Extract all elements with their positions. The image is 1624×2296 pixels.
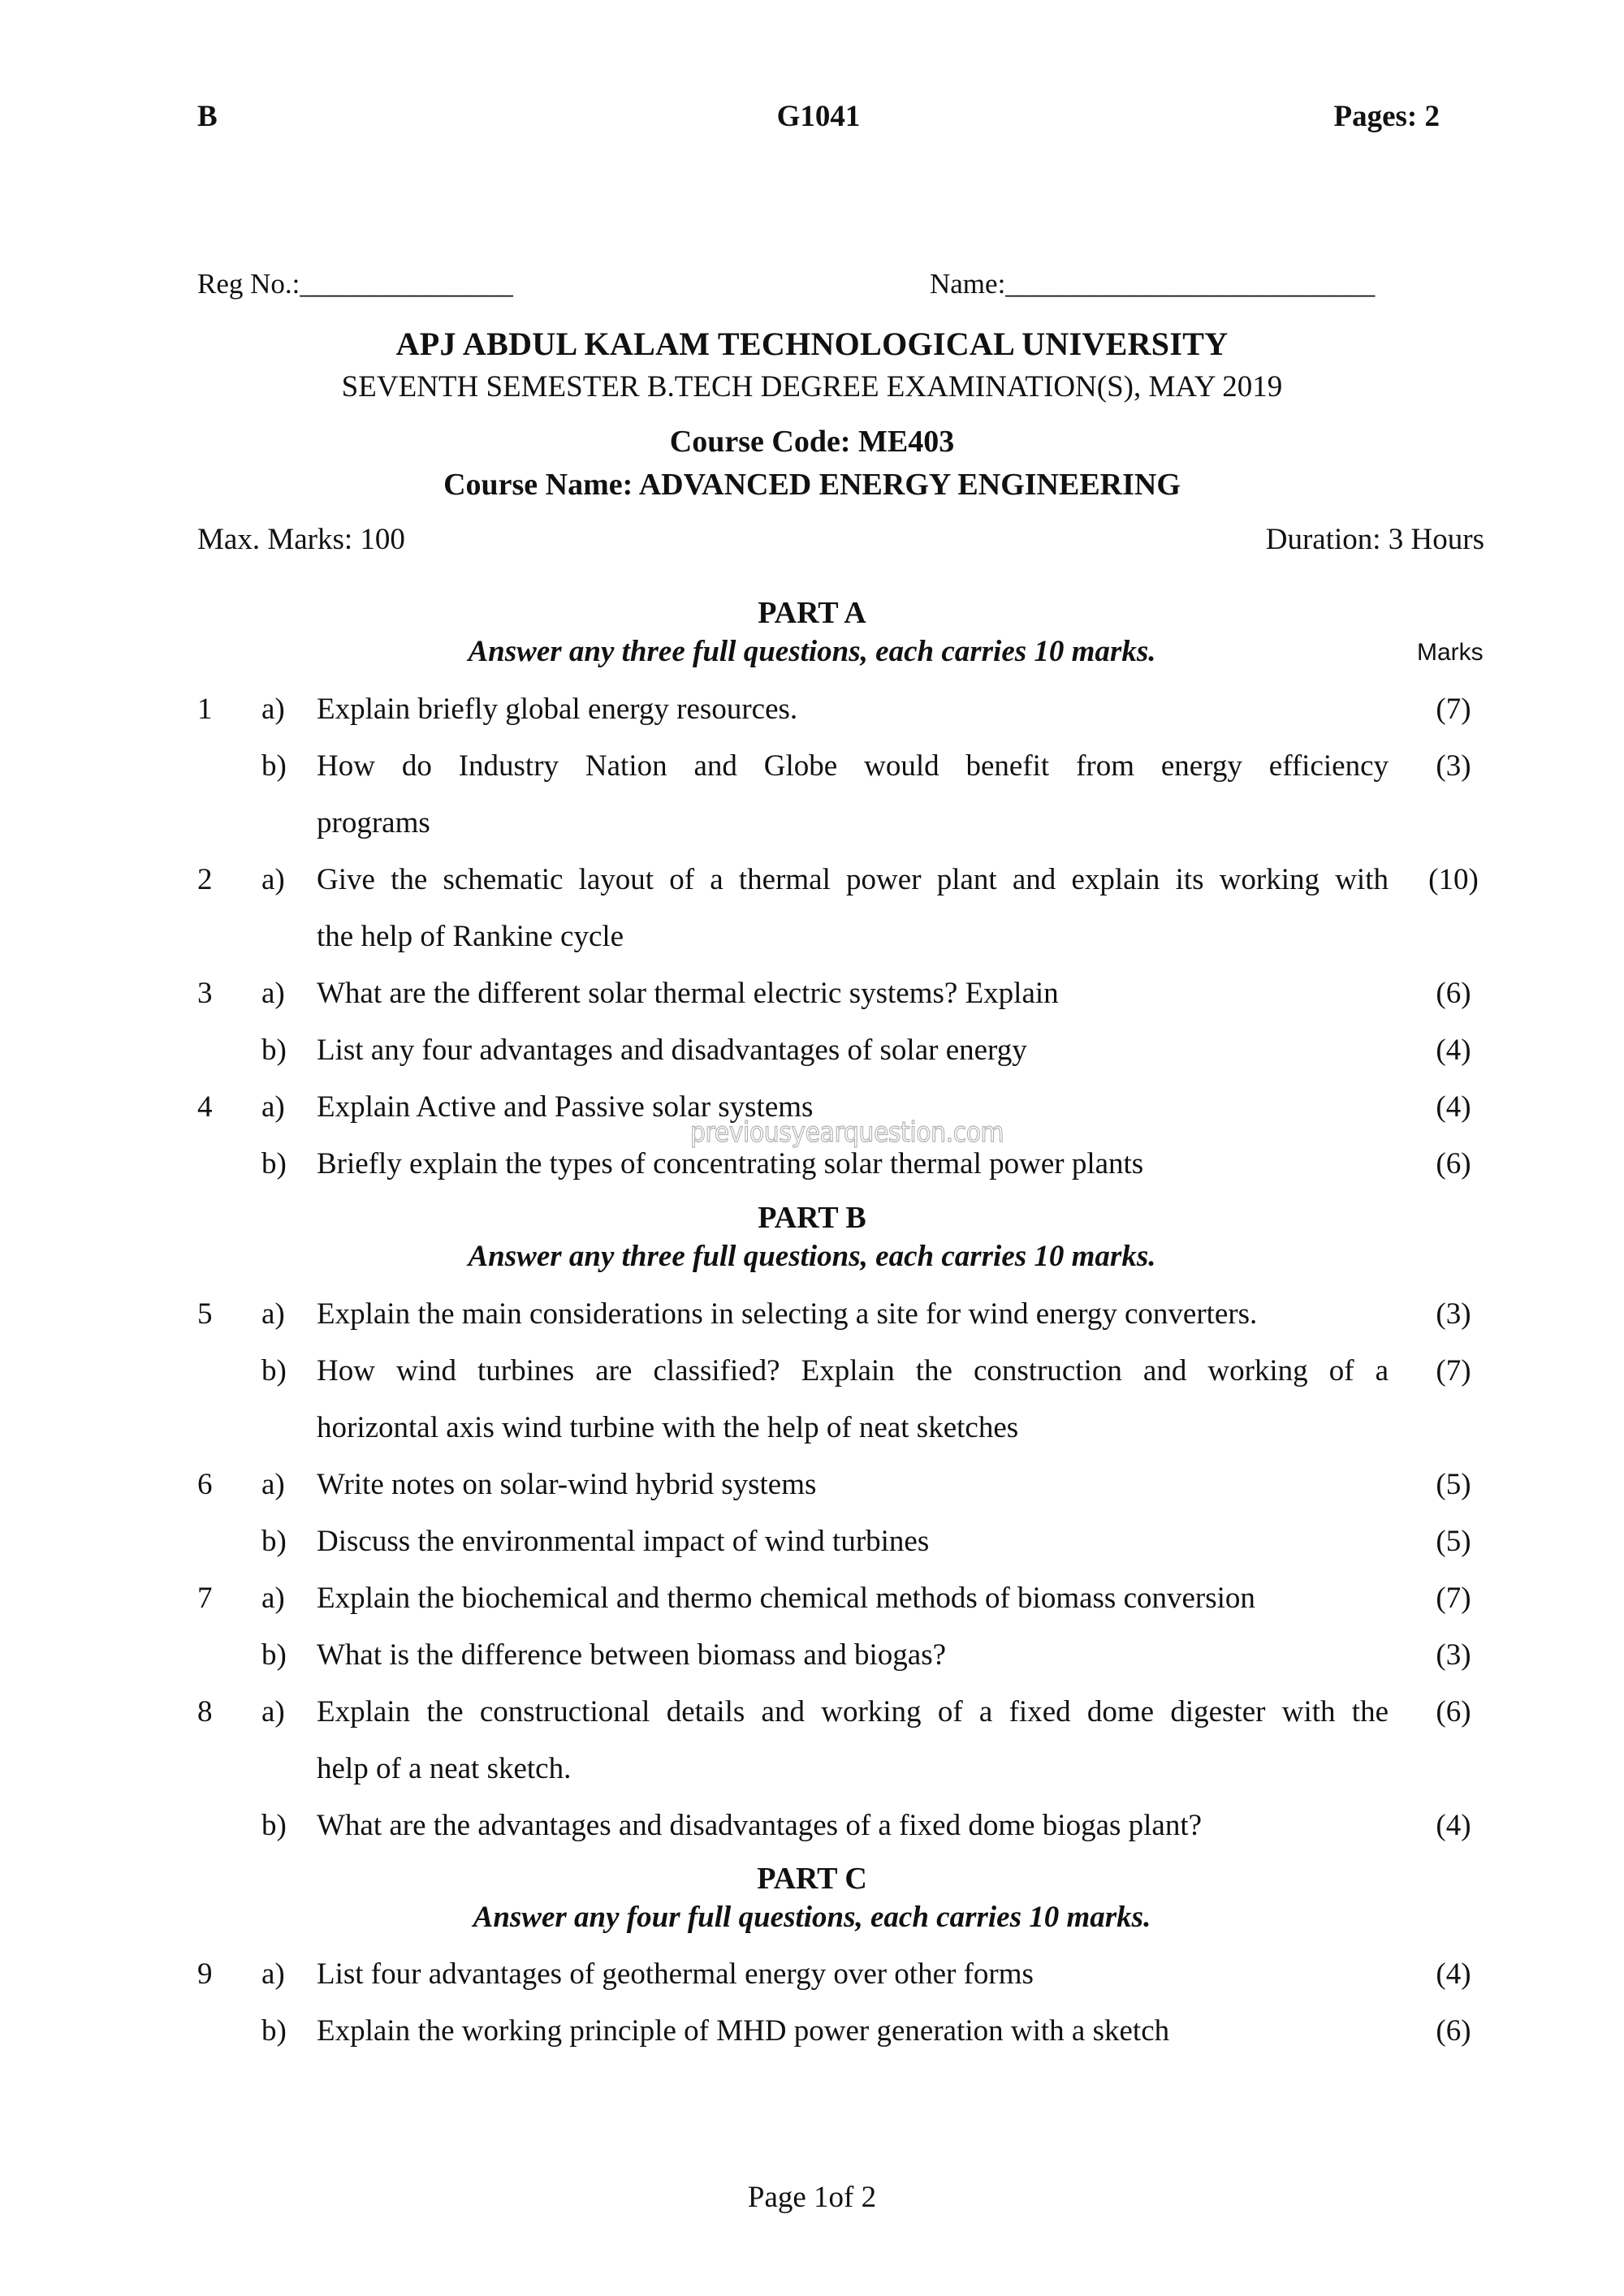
question-8b [0,1808,1624,1857]
question-5b-continued [0,1410,1624,1459]
question-marks: (7) [1436,1582,1471,1615]
question-9a [0,1957,1624,2005]
question-3b [0,1033,1624,1081]
sub-question-label: a) [261,1582,285,1615]
sub-question-label: a) [261,1297,285,1331]
question-marks: (7) [1436,693,1471,726]
question-marks: (6) [1436,2014,1471,2048]
question-text: Explain briefly global energy resources. [317,693,798,726]
question-marks: (4) [1436,1957,1471,1991]
question-2a-continued [0,919,1624,968]
sub-question-label: b) [261,1034,287,1067]
part-b-instruction: Answer any three full questions, each carries 10 marks. [468,1240,1156,1273]
part-c-title: PART C [757,1862,867,1896]
question-text: horizontal axis wind turbine with the help of neat sketches [317,1411,1019,1444]
sub-question-label: a) [261,693,285,726]
question-2a [0,862,1624,911]
course-code: Course Code: ME403 [669,425,955,459]
name-field: Name:__________________________ [930,268,1376,300]
watermark: previousyearquestion.com [690,1116,1004,1149]
set-code: B [197,100,218,133]
question-3a [0,976,1624,1025]
question-text: Write notes on solar-wind hybrid systems [317,1468,817,1501]
question-8a [0,1694,1624,1743]
question-number: 3 [197,977,213,1010]
question-marks: (3) [1436,1297,1471,1331]
duration: Duration: 3 Hours [1265,523,1484,556]
question-text: Briefly explain the types of concentrating solar thermal power plants [317,1147,1144,1180]
question-6a [0,1467,1624,1516]
part-c-instruction: Answer any four full questions, each carries 10 marks. [473,1901,1151,1934]
question-number: 1 [197,693,213,726]
sub-question-label: a) [261,863,285,896]
question-marks: (3) [1436,749,1471,783]
question-7b [0,1638,1624,1686]
question-marks: (6) [1436,1695,1471,1728]
question-text: Explain the constructional details and working of a fixed dome digester with the [317,1695,1389,1728]
question-number: 4 [197,1090,213,1124]
sub-question-label: a) [261,1695,285,1728]
question-text: How wind turbines are classified? Explain the construction and working of a [317,1354,1389,1388]
question-7a [0,1581,1624,1629]
question-text: What are the advantages and disadvantages of a fixed dome biogas plant? [317,1809,1203,1842]
question-1a [0,692,1624,740]
question-8a-continued [0,1751,1624,1800]
page-footer: Page 1of 2 [747,2181,877,2214]
paper-code: G1041 [776,100,861,133]
part-a-instruction: Answer any three full questions, each carries 10 marks. [468,635,1156,668]
question-text: Explain the main considerations in selecting a site for wind energy converters. [317,1297,1258,1331]
sub-question-label: b) [261,1809,287,1842]
question-number: 8 [197,1695,213,1728]
reg-no-field: Reg No.:_______________ [197,268,513,300]
part-b-title: PART B [758,1201,866,1235]
sub-question-label: b) [261,1525,287,1558]
question-1b [0,749,1624,797]
question-5a [0,1297,1624,1345]
question-number: 5 [197,1297,213,1331]
question-5b [0,1353,1624,1402]
sub-question-label: b) [261,749,287,783]
sub-question-label: a) [261,1090,285,1124]
question-marks: (4) [1436,1809,1471,1842]
question-text: programs [317,806,430,839]
paper-header [197,99,1440,140]
question-marks: (7) [1436,1354,1471,1388]
page-count: Pages: 2 [1333,100,1440,133]
question-6b [0,1524,1624,1573]
question-marks: (4) [1436,1090,1471,1124]
sub-question-label: a) [261,1468,285,1501]
marks-column-heading: Marks [1417,639,1484,666]
sub-question-label: a) [261,1957,285,1991]
question-text: What are the different solar thermal electric systems? Explain [317,977,1059,1010]
question-text: the help of Rankine cycle [317,920,624,953]
course-name: Course Name: ADVANCED ENERGY ENGINEERING [443,468,1181,502]
question-text: List four advantages of geothermal energy over other forms [317,1957,1034,1991]
max-marks: Max. Marks: 100 [197,523,405,556]
candidate-fields [197,268,1407,309]
exam-title: SEVENTH SEMESTER B.TECH DEGREE EXAMINATION(S), MAY 2019 [341,370,1283,404]
part-a-title: PART A [758,596,866,630]
question-text: Give the schematic layout of a thermal power plant and explain its working with [317,863,1389,896]
marks-duration-row [197,522,1484,563]
question-marks: (5) [1436,1468,1471,1501]
question-marks: (6) [1436,1147,1471,1180]
question-text: help of a neat sketch. [317,1752,572,1785]
question-text: Explain the biochemical and thermo chemical methods of biomass conversion [317,1582,1255,1615]
sub-question-label: b) [261,1354,287,1388]
question-marks: (3) [1436,1638,1471,1672]
question-number: 6 [197,1468,213,1501]
question-text: Explain the working principle of MHD power generation with a sketch [317,2014,1170,2048]
question-marks: (5) [1436,1525,1471,1558]
sub-question-label: b) [261,2014,287,2048]
question-text: What is the difference between biomass and biogas? [317,1638,947,1672]
question-text: How do Industry Nation and Globe would benefit from energy efficiency [317,749,1389,783]
sub-question-label: b) [261,1147,287,1180]
question-text: List any four advantages and disadvantages of solar energy [317,1034,1027,1067]
sub-question-label: b) [261,1638,287,1672]
question-number: 7 [197,1582,213,1615]
question-text: Explain Active and Passive solar systems [317,1090,814,1124]
sub-question-label: a) [261,977,285,1010]
question-marks: (10) [1428,863,1479,896]
question-number: 9 [197,1957,213,1991]
question-marks: (6) [1436,977,1471,1010]
question-number: 2 [197,863,213,896]
question-marks: (4) [1436,1034,1471,1067]
question-1b-continued [0,805,1624,854]
question-text: Discuss the environmental impact of wind turbines [317,1525,930,1558]
university-name: APJ ABDUL KALAM TECHNOLOGICAL UNIVERSITY [395,326,1229,362]
question-9b [0,2013,1624,2062]
